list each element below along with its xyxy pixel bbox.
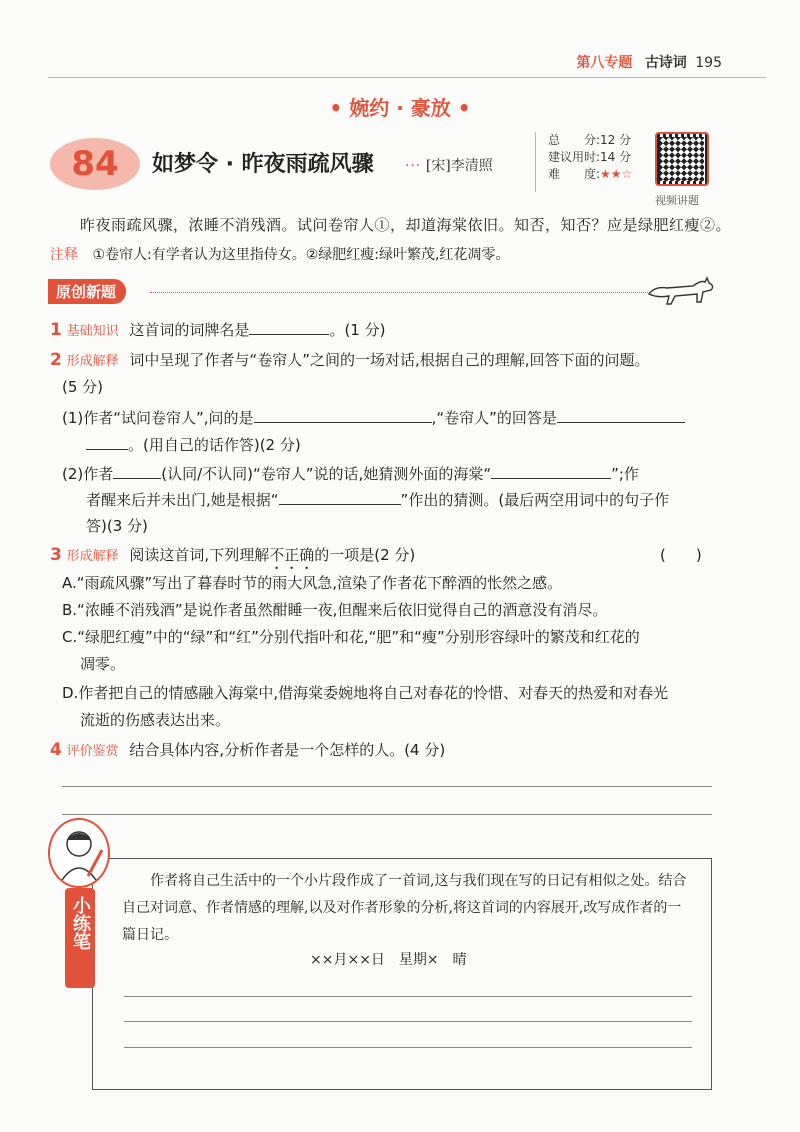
original-questions-tag: 原创新题: [48, 279, 126, 304]
q1-tag: 基础知识: [66, 324, 119, 339]
q4-number: 4: [50, 740, 62, 760]
difficulty-label: 难 度:: [548, 167, 601, 181]
page-number: 195: [695, 55, 722, 71]
q2-s2-d: 者醒来后并未出门,她是根据“: [86, 491, 279, 509]
section-title: • 婉约 · 豪放 •: [329, 96, 471, 120]
chapter-label: 第八专题: [576, 55, 633, 71]
practice-line-2[interactable]: [124, 1021, 692, 1022]
q2-s2-a: (2)作者: [62, 465, 114, 483]
q3-text-a: 阅读这首词,下列理解: [129, 546, 270, 564]
total-score: 总 分:12 分: [548, 133, 632, 147]
q2-s1-a: (1)作者“试问卷帘人”,问的是: [62, 409, 254, 427]
q3-option-d[interactable]: D.作者把自己的情感融入海棠中,借海棠委婉地将自己对春花的怜惜、对春天的热爱和对春光: [62, 684, 669, 702]
practice-prompt: 作者将自己生活中的一个小片段作成了一首词,这与我们现在写的日记有相似之处。结合自己对词意、作者情感的理解,以及对作者形象的分析,将这首词的内容展开,改写成作者的一篇日记。: [122, 873, 687, 943]
author-name: [宋]李清照: [425, 158, 493, 174]
q2-s2-f: 答)(3 分): [86, 517, 148, 535]
q2-s2-e: ”作出的猜测。(最后两空用词中的句子作: [400, 491, 670, 509]
header-divider: [48, 77, 766, 78]
q3-tag: 形成解释: [66, 549, 119, 564]
question-2: [50, 348, 740, 374]
suggested-time: 建议用时:14 分: [548, 150, 632, 164]
question-4: [50, 738, 445, 764]
q2-sub1: [62, 406, 742, 430]
difficulty-stars: ★★☆: [600, 167, 633, 181]
video-label: 视频讲题: [655, 194, 699, 207]
poem-number-badge: [50, 138, 140, 190]
annotation: [50, 244, 509, 264]
q3-option-a[interactable]: A.“雨疏风骤”写出了暮春时节的雨大风急,渲染了作者花下醉酒的怅然之感。: [62, 574, 563, 592]
subject-label: 古诗词: [644, 55, 687, 71]
practice-line-1[interactable]: [124, 996, 692, 997]
q1-blank[interactable]: [249, 319, 329, 335]
cat-icon: [645, 272, 717, 308]
practice-side-text: 小练笔: [70, 896, 91, 950]
q3-option-c-cont: 凋零。: [80, 655, 126, 673]
page-header: [576, 52, 722, 72]
q2-s1-b: ,“卷帘人”的回答是: [431, 409, 557, 427]
q2-s1-blank3[interactable]: [86, 434, 128, 450]
q2-number: 2: [50, 350, 62, 370]
practice-side-label: [65, 888, 95, 988]
q3-text-b: 的一项是(2 分): [314, 546, 416, 564]
q2-s1-blank2[interactable]: [557, 407, 685, 423]
student-avatar-icon: [48, 818, 110, 888]
diary-heading: ××月××日 星期× 晴: [310, 952, 467, 968]
q2-tag: 形成解释: [66, 354, 119, 369]
tag-dotted-line: [150, 292, 650, 293]
practice-line-3[interactable]: [124, 1047, 692, 1048]
q2-score: (5 分): [62, 378, 104, 396]
q2-sub2: [62, 462, 752, 486]
poem-author: [405, 155, 493, 175]
q1-text-a: 这首词的词牌名是: [129, 321, 250, 339]
q3-option-b[interactable]: B.“浓睡不消残酒”是说作者虽然酣睡一夜,但醒来后依旧觉得自己的酒意没有消尽。: [62, 601, 608, 619]
q2-s2-blank2[interactable]: [491, 463, 611, 479]
q2-s1-blank1[interactable]: [254, 407, 432, 423]
q2-s2-blank3[interactable]: [279, 489, 401, 505]
q3-option-d-cont: 流逝的伤感表达出来。: [80, 711, 231, 729]
q2-sub2-cont: [86, 488, 746, 512]
poem-text: 昨夜雨疏风骤，浓睡不消残酒。试问卷帘人①，却道海棠依旧。知否，知否？应是绿肥红瘦②。: [80, 216, 732, 234]
q2-sub1-cont: [86, 433, 301, 457]
q4-tag: 评价鉴赏: [66, 744, 119, 759]
q3-number: 3: [50, 545, 62, 565]
annotation-label: 注释: [50, 247, 78, 263]
difficulty: [548, 166, 645, 183]
q2-s2-c: ”;作: [611, 465, 639, 483]
q1-number: 1: [50, 320, 62, 340]
q3-text-em: 不正确: [269, 546, 315, 564]
author-dots: ···: [405, 158, 422, 174]
q3-answer-paren[interactable]: ( ): [660, 546, 702, 564]
qr-code-icon[interactable]: [655, 132, 709, 186]
q2-s1-c: 。(用自己的话作答)(2 分): [128, 436, 301, 454]
q4-answer-line-2[interactable]: [62, 814, 712, 815]
q2-text: 词中呈现了作者与“卷帘人”之间的一场对话,根据自己的理解,回答下面的问题。: [129, 351, 650, 369]
poem-number: 84: [71, 144, 119, 184]
q2-s2-blank1[interactable]: [113, 463, 161, 479]
annotation-text: ①卷帘人:有学者认为这里指侍女。②绿肥红瘦:绿叶繁茂,红花凋零。: [92, 247, 510, 263]
question-3: [50, 543, 415, 573]
q3-option-c[interactable]: C.“绿肥红瘦”中的“绿”和“红”分别代指叶和花,“肥”和“瘦”分别形容绿叶的繁茂和红花的: [62, 628, 640, 646]
q4-answer-line-1[interactable]: [62, 786, 712, 787]
q2-s2-b: (认同/不认同)“卷帘人”说的话,她猜测外面的海棠“: [161, 465, 492, 483]
info-box: [535, 132, 645, 192]
q1-text-b: 。(1 分): [329, 321, 386, 339]
q4-text: 结合具体内容,分析作者是一个怎样的人。(4 分): [129, 741, 446, 759]
question-1: [50, 318, 385, 344]
poem-title: 如梦令 · 昨夜雨疏风骤: [152, 152, 374, 177]
